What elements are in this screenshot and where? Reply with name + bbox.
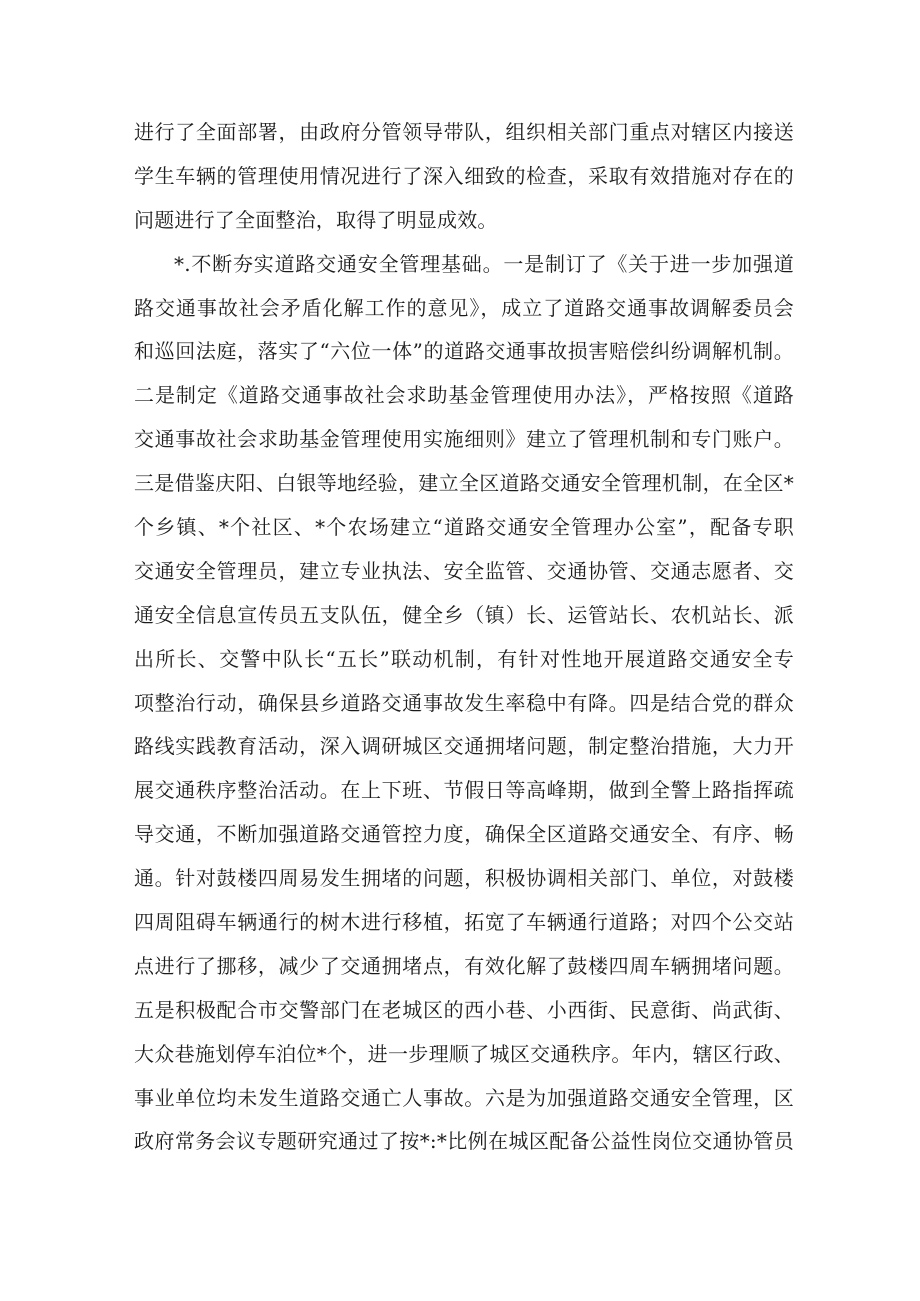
text-line: 展交通秩序整治活动。在上下班、节假日等高峰期，做到全警上路指挥疏 [134,778,794,803]
text-line: 出所长、交警中队长“五长”联动机制，有针对性地开展道路交通安全专 [134,646,794,671]
text-line: 通安全信息宣传员五支队伍，健全乡（镇）长、运管站长、农机站长、派 [134,602,794,627]
text-line: 三是借鉴庆阳、白银等地经验，建立全区道路交通安全管理机制，在全区* [134,471,794,496]
text-line: 大众巷施划停车泊位*个，进一步理顺了城区交通秩序。年内，辖区行政、 [134,1041,794,1066]
text-line: 交通安全管理员，建立专业执法、安全监管、交通协管、交通志愿者、交 [134,558,794,583]
text-line: 事业单位均未发生道路交通亡人事故。六是为加强道路交通安全管理，区 [134,1085,794,1110]
text-line: 五是积极配合市交警部门在老城区的西小巷、小西街、民意街、尚武街、 [134,997,794,1022]
text-line: 学生车辆的管理使用情况进行了深入细致的检查，采取有效措施对存在的 [134,163,794,188]
text-line: 问题进行了全面整治，取得了明显成效。 [134,207,498,232]
text-line: 路交通事故社会矛盾化解工作的意见》，成立了道路交通事故调解委员会 [134,295,794,320]
text-line: 个乡镇、*个社区、*个农场建立“道路交通安全管理办公室”，配备专职 [134,515,794,540]
text-line: 路线实践教育活动，深入调研城区交通拥堵问题，制定整治措施，大力开 [134,734,794,759]
text-line: 二是制定《道路交通事故社会求助基金管理使用办法》，严格按照《道路 [134,383,794,408]
document-body [134,111,794,1164]
text-line: 进行了全面部署，由政府分管领导带队，组织相关部门重点对辖区内接送 [134,120,794,144]
text-line: 四周阻碍车辆通行的树木进行移植，拓宽了车辆通行道路；对四个公交站 [134,910,794,935]
text-line: 交通事故社会求助基金管理使用实施细则》建立了管理机制和专门账户。 [134,427,794,452]
text-line: 和巡回法庭，落实了“六位一体”的道路交通事故损害赔偿纠纷调解机制。 [134,339,794,364]
text-line: 政府常务会议专题研究通过了按*:*比例在城区配备公益性岗位交通协管员 [134,1129,794,1154]
text-line: 项整治行动，确保县乡道路交通事故发生率稳中有降。四是结合党的群众 [134,690,794,715]
text-line: 点进行了挪移，减少了交通拥堵点，有效化解了鼓楼四周车辆拥堵问题。 [134,953,794,978]
text-line: 通。针对鼓楼四周易发生拥堵的问题，积极协调相关部门、单位，对鼓楼 [134,866,794,891]
paragraph-heading-line: *.不断夯实道路交通安全管理基础。一是制订了《关于进一步加强道 [174,251,794,276]
text-line: 导交通，不断加强道路交通管控力度，确保全区道路交通安全、有序、畅 [134,822,794,847]
